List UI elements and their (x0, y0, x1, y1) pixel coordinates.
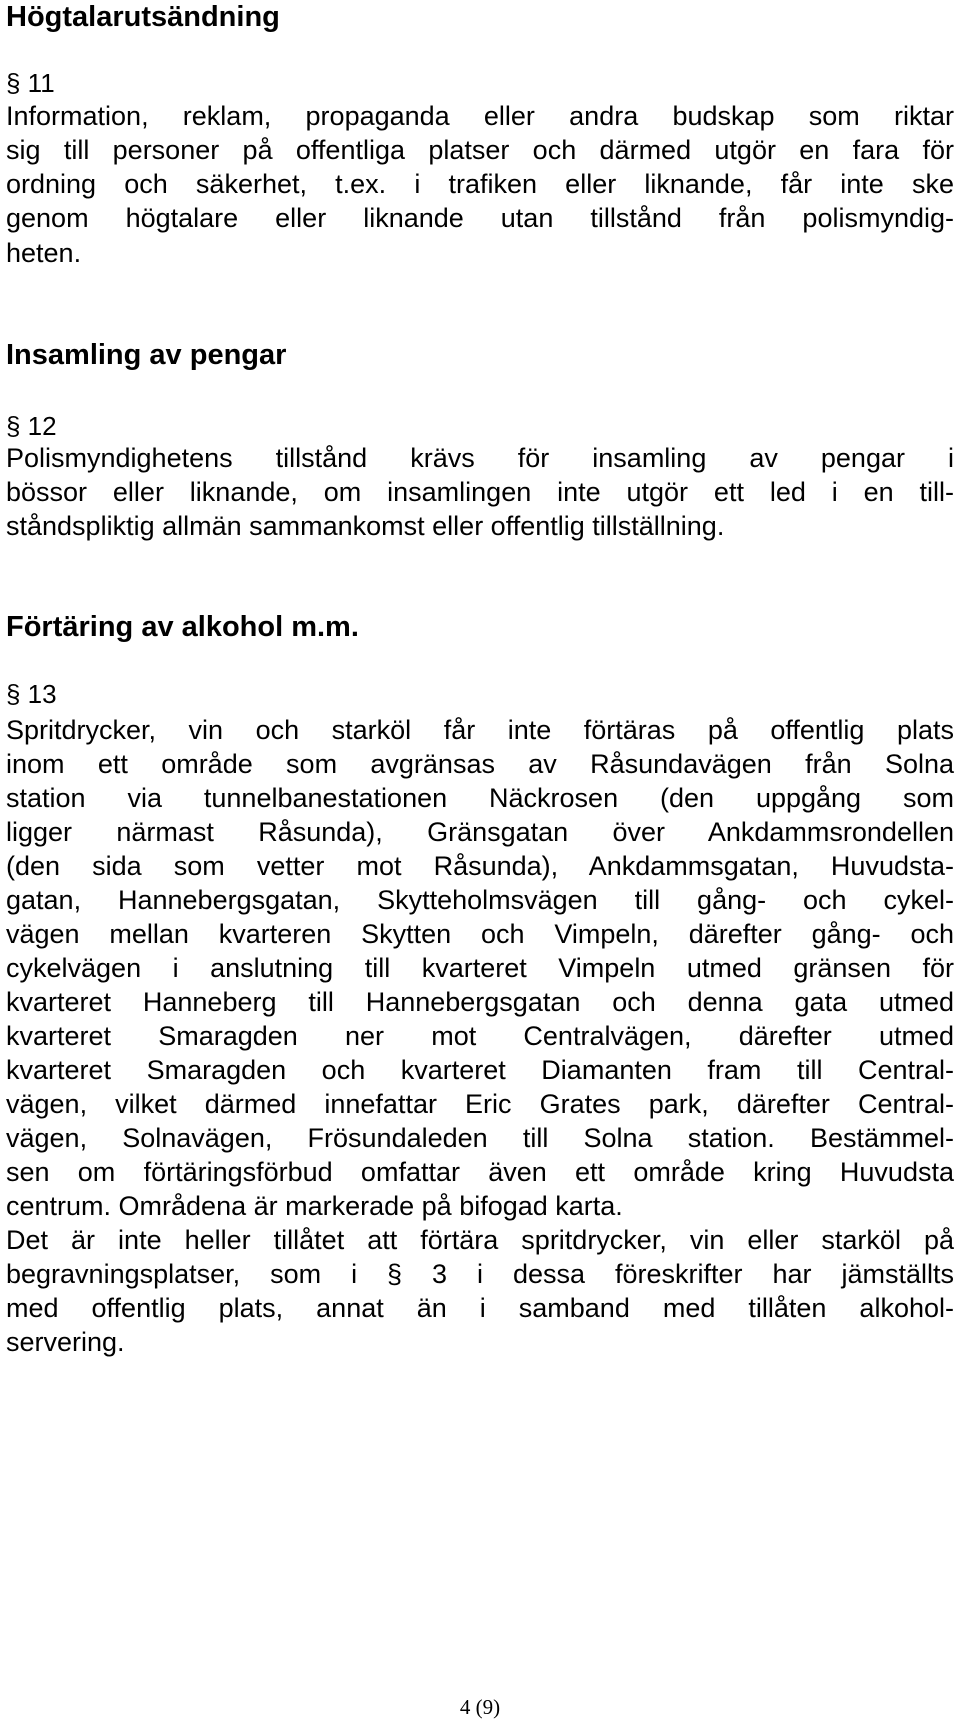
text-line: kvarteret Hanneberg till Hannebergsgatan och denna gata utmed (6, 987, 954, 1017)
text-line: servering. (6, 1327, 125, 1357)
text-line: Spritdrycker, vin och starköl får inte förtäras på offentlig plats (6, 715, 954, 745)
text-line: kvarteret Smaragden ner mot Centralvägen, därefter utmed (6, 1021, 954, 1051)
text-line: vägen, vilket därmed innefattar Eric Grates park, därefter Central- (6, 1089, 954, 1119)
text-line: Polismyndighetens tillstånd krävs för insamling av pengar i (6, 443, 954, 473)
text-line: inom ett område som avgränsas av Råsundavägen från Solna (6, 749, 954, 779)
text-line: Det är inte heller tillåtet att förtära spritdrycker, vin eller starköl på (6, 1225, 954, 1255)
paragraph-number-11 (6, 66, 55, 100)
text-line: ligger närmast Råsunda), Gränsgatan över Ankdammsrondellen (6, 817, 954, 847)
text-line: sig till personer på offentliga platser och därmed utgör en fara för (6, 135, 954, 165)
text-line: sen om förtäringsförbud omfattar även ett område kring Huvudsta (6, 1157, 954, 1187)
text-line: Information, reklam, propaganda eller andra budskap som riktar (6, 101, 954, 131)
paragraph-number-12 (6, 409, 57, 443)
section-heading-insamling: Insamling av pengar (6, 339, 287, 371)
text-line: bössor eller liknande, om insamlingen inte utgör ett led i en till- (6, 477, 954, 507)
section-heading-fortaring: Förtäring av alkohol m.m. (6, 611, 359, 643)
text-line: ordning och säkerhet, t.ex. i trafiken eller liknande, får inte ske (6, 169, 954, 199)
paragraph-number-13 (6, 677, 57, 711)
text-line: kvarteret Smaragden och kvarteret Diamanten fram till Central- (6, 1055, 954, 1085)
text-line: ståndspliktig allmän sammankomst eller offentlig tillställning. (6, 511, 725, 541)
text-line: med offentlig plats, annat än i samband med tillåten alkohol- (6, 1293, 954, 1323)
paragraph-number-text: § 11 (6, 68, 55, 98)
text-line: genom högtalare eller liknande utan tillstånd från polismyndig- (6, 203, 954, 233)
text-line: begravningsplatser, som i § 3 i dessa föreskrifter har jämställts (6, 1259, 954, 1289)
text-line: cykelvägen i anslutning till kvarteret Vimpeln utmed gränsen för (6, 953, 954, 983)
text-line: gatan, Hannebergsgatan, Skytteholmsvägen till gång- och cykel- (6, 885, 954, 915)
text-line: heten. (6, 238, 82, 268)
text-line: (den sida som vetter mot Råsunda), Ankdammsgatan, Huvudsta- (6, 851, 954, 881)
paragraph-number-text: § 13 (6, 679, 57, 709)
text-line: centrum. Områdena är markerade på bifogad karta. (6, 1191, 623, 1221)
text-line: station via tunnelbanestationen Näckrosen (den uppgång som (6, 783, 954, 813)
paragraph-number-text: § 12 (6, 411, 57, 441)
section-heading-hogtalarutsandning: Högtalarutsändning (6, 1, 280, 33)
text-line: vägen mellan kvarteren Skytten och Vimpeln, därefter gång- och (6, 919, 954, 949)
text-line: vägen, Solnavägen, Frösundaleden till Solna station. Bestämmel- (6, 1123, 954, 1153)
page-number: 4 (9) (459, 1695, 501, 1719)
